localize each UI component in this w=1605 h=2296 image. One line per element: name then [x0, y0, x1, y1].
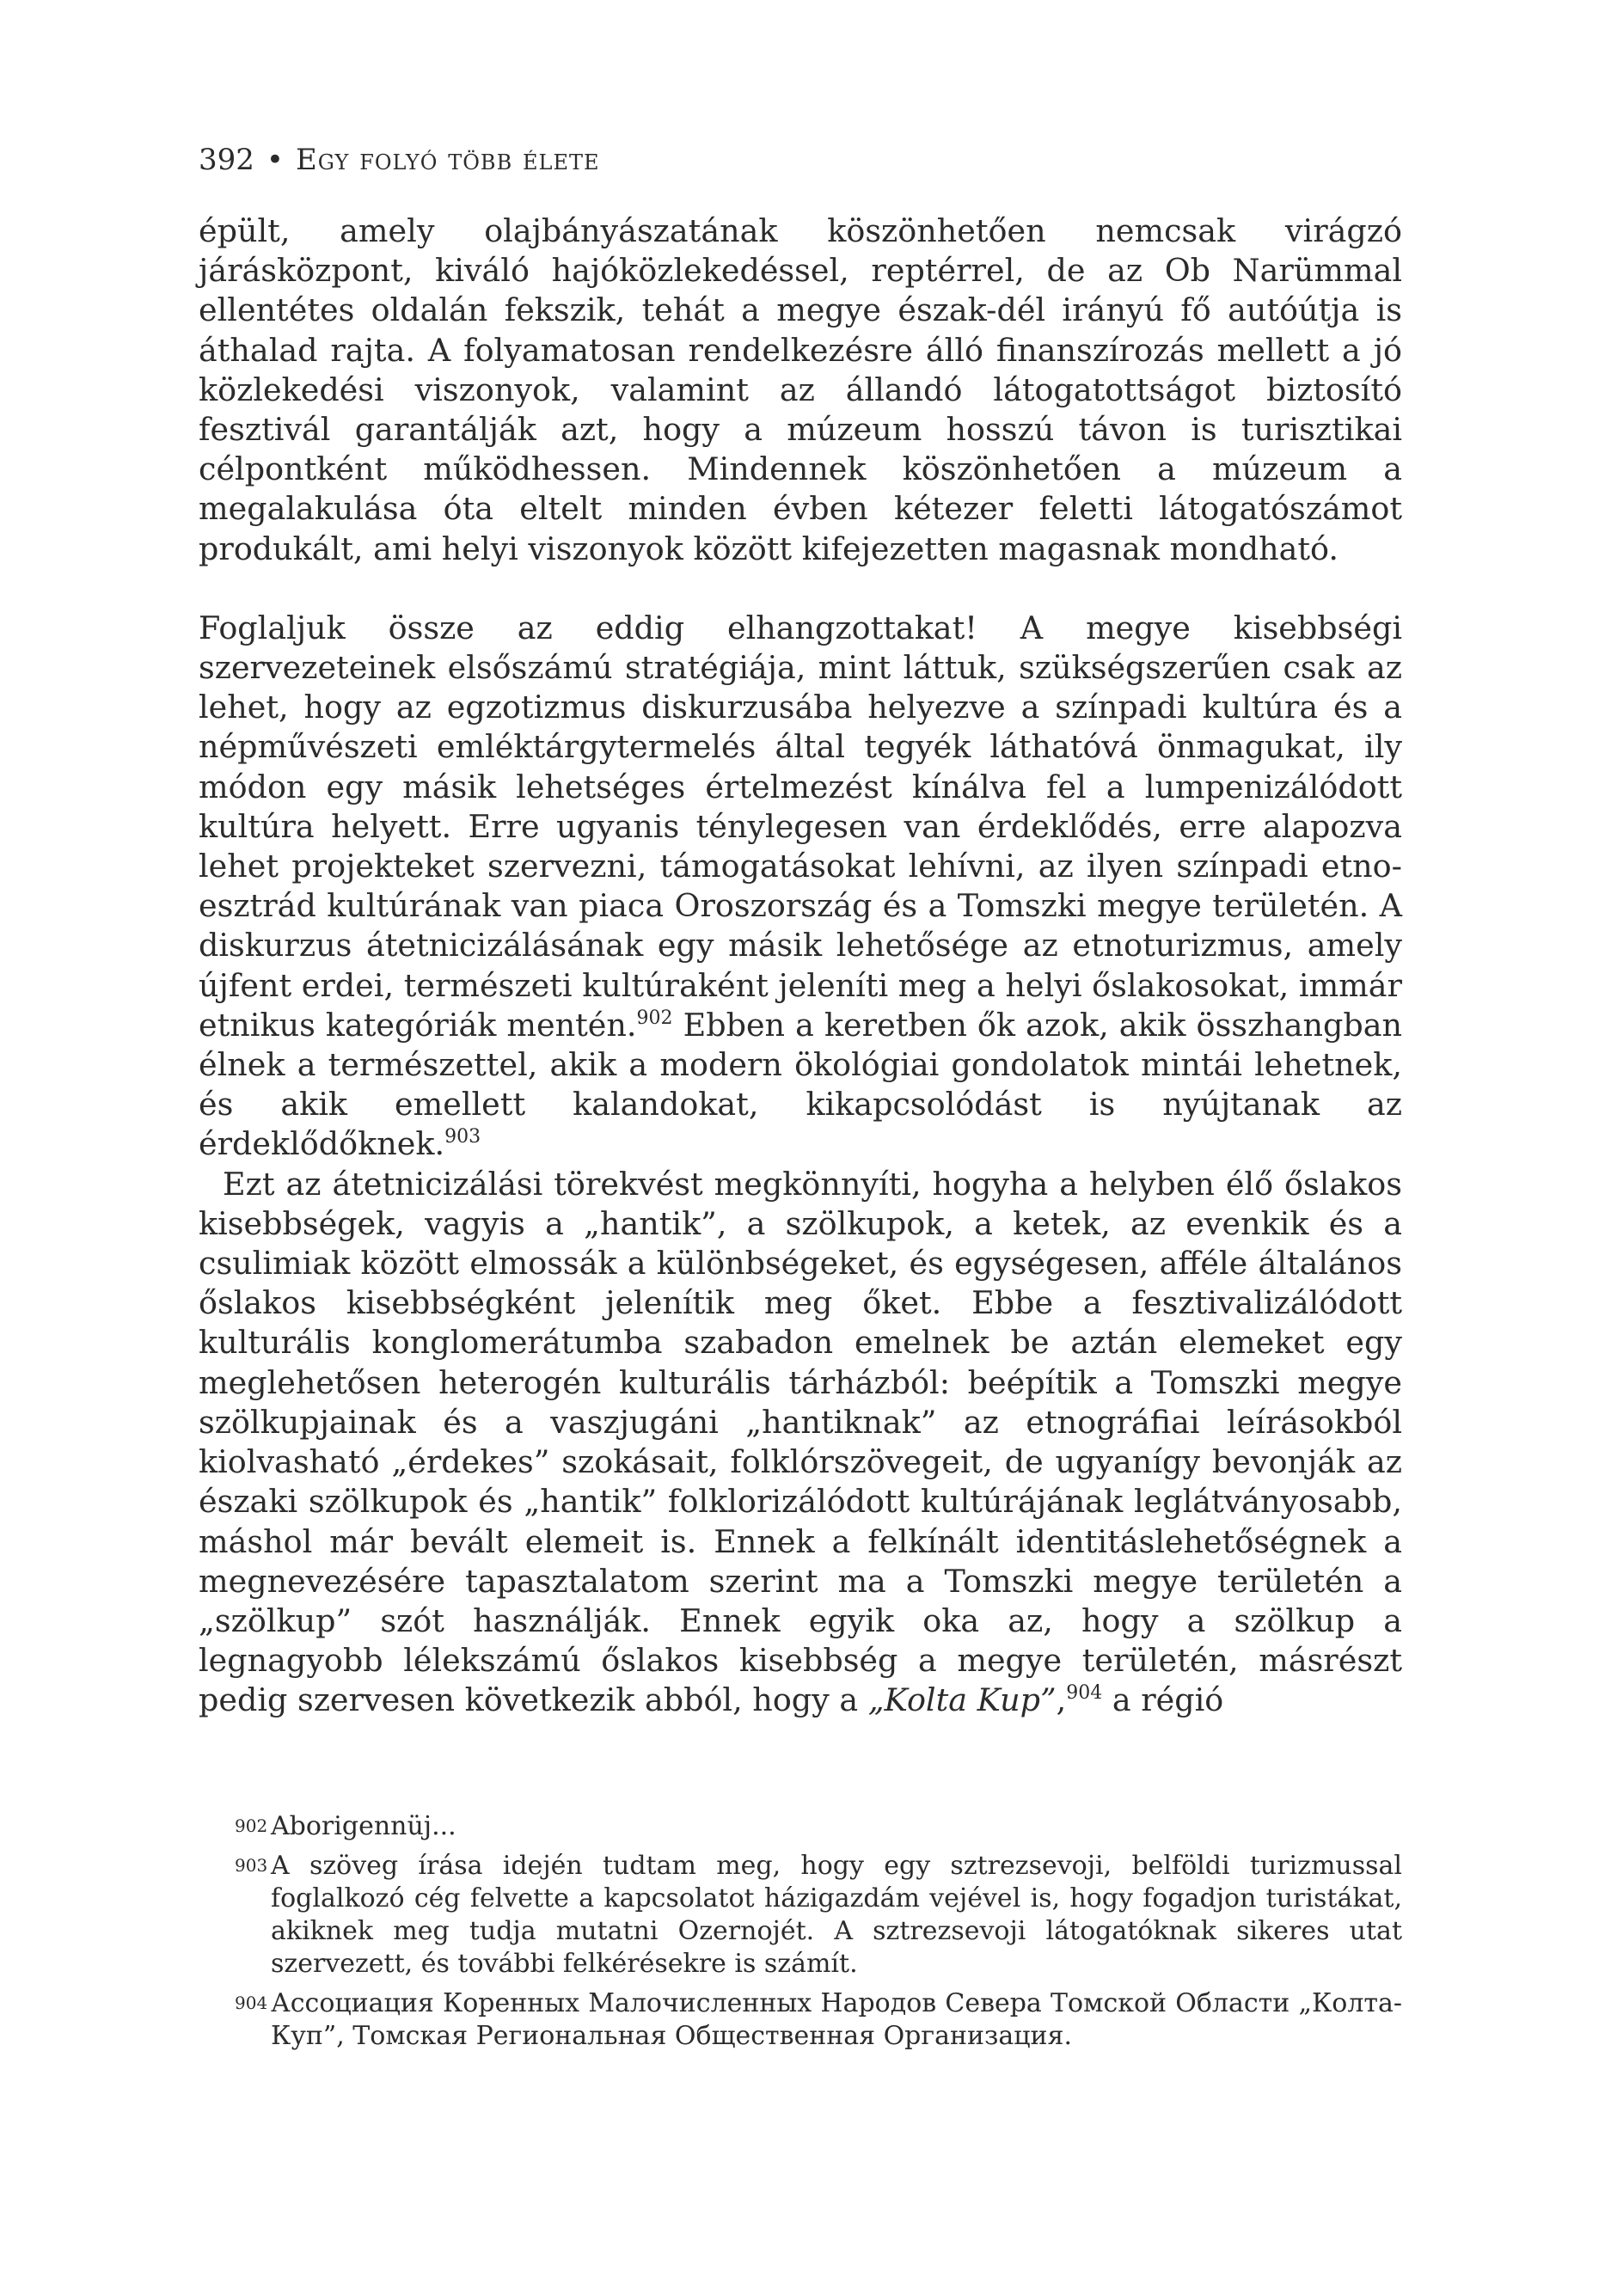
footnote-text: A szöveg írása idején tudtam meg, hogy egy sztrezsevoji, belföldi turizmussal foglalkozó cég felvette a kapcsolatot házigazdám vejével is, hogy fogadjon turistákat, akiknek meg tudja mutatni Ozernojét. A sztrezsevoji látogatóknak sikeres utat szervezett, és további felkérésekre is számít.	[271, 1851, 1402, 1979]
footnote-number: 903	[235, 1855, 268, 1876]
footnote-ref-904: 904	[1066, 1682, 1103, 1705]
footnote-ref-902: 902	[636, 1007, 673, 1029]
page-number: 392	[199, 143, 254, 177]
paragraph-3-part-1: Ezt az átetnicizálási törekvést megkönnyíti, hogyha a helyben élő őslakos kisebbségek, vagyis a „hantik”, a szölkupok, a ketek, az evenkik és a csulimiak között elmossák a különbségeket, és egységesen, afféle általános őslakos kisebbségként jelenítik meg őket. Ebbe a fesztivalizálódott kulturális konglomerátumba szabadon emelnek be aztán elemeket egy meglehetősen heterogén kulturális tárházból: beépítik a Tomszki megye szölkupjainak és a vaszjugáni „hantiknak” az etnográfiai leírásokból kiolvasható „érdekes” szokásait, folklórszövegeit, de ugyanígy bevonják az északi szölkupok és „hantik” folklorizálódott kultúrájának leglátványosabb, máshol már bevált elemeit is. Ennek a felkínált identitáslehetőségnek a megnevezésére tapasztalatom szerint ma a Tomszki megye területén a „szölkup” szót használják. Ennek egyik oka az, hogy a szölkup a legnagyobb lélekszámú őslakos kisebbség a megye területén, másrészt pedig szervesen következik abból, hogy a	[199, 1165, 1402, 1719]
paragraph-3-part-2: a régió	[1102, 1681, 1224, 1719]
footnote-number: 902	[235, 1815, 268, 1836]
main-text	[199, 211, 1402, 1721]
footnote-ref-903: 903	[444, 1126, 481, 1148]
footnote-text: Ассоциация Коренных Малочисленных Народов Севера Томской Области „Колта-Куп”, Томская Региональная Общественная Организация.	[271, 1988, 1402, 2051]
footnote-903	[199, 1850, 1402, 1981]
footnotes	[199, 1810, 1402, 2060]
paragraph-3-comma: ,	[1056, 1681, 1067, 1719]
paragraph-1: épült, amely olajbányászatának köszönhetően nemcsak virágzó járásközpont, kiváló hajóközlekedéssel, reptérrel, de az Ob Narümmal ellentétes oldalán fekszik, tehát a megye észak-dél irányú fő autóútja is áthalad rajta. A folyamatosan rendelkezésre álló finanszírozás mellett a jó közlekedési viszonyok, valamint az állandó látogatottságot biztosító fesztivál garantálják azt, hogy a múzeum hosszú távon is turisztikai célpontként működhessen. Mindennek köszönhetően a múzeum a megalakulása óta eltelt minden évben kétezer feletti látogatószámot produkált, ami helyi viszonyok között kifejezetten magasnak mondható.	[199, 212, 1402, 567]
paragraph-2-part-1: Foglaljuk össze az eddig elhangzottakat! A megye kisebbségi szervezeteinek elsőszámú stratégiája, mint láttuk, szükségszerűen csak az lehet, hogy az egzotizmus diskurzusába helyezve a színpadi kultúra és a népművészeti emléktárgytermelés által tegyék láthatóvá önmagukat, ily módon egy másik lehetséges értelmezést kínálva fel a lumpenizálódott kultúra helyett. Erre ugyanis ténylegesen van érdeklődés, erre alapozva lehet projekteket szervezni, támogatásokat lehívni, az ilyen színpadi etno-esztrád kultúrának van piaca Oroszország és a Tomszki megye területén. A diskurzus átetnicizálásának egy másik lehetősége az etnoturizmus, amely újfent erdei, természeti kultúraként jeleníti meg a helyi őslakosokat, immár etnikus kategóriák mentén.	[199, 609, 1402, 1044]
paragraph-3	[199, 1165, 1402, 1721]
paragraph-2	[199, 609, 1402, 1165]
paragraph-2-part-2: Ebben a keretben ők azok, akik összhangban élnek a természettel, akik a modern ökológiai gondolatok mintái lehetnek, és akik emellett kalandokat, kikapcsolódást is nyújtanak az érdeklődőknek.	[199, 1006, 1402, 1163]
footnote-number: 904	[235, 1993, 268, 2013]
footnote-902	[199, 1810, 1402, 1843]
book-title: Egy folyó több élete	[295, 143, 600, 177]
footnote-text: Aborigennüj...	[271, 1811, 456, 1841]
paragraph-3-italic-name: „Kolta Kup”	[867, 1681, 1057, 1719]
footnote-904	[199, 1987, 1402, 2053]
header-separator: •	[266, 143, 284, 177]
running-head	[199, 139, 1402, 181]
